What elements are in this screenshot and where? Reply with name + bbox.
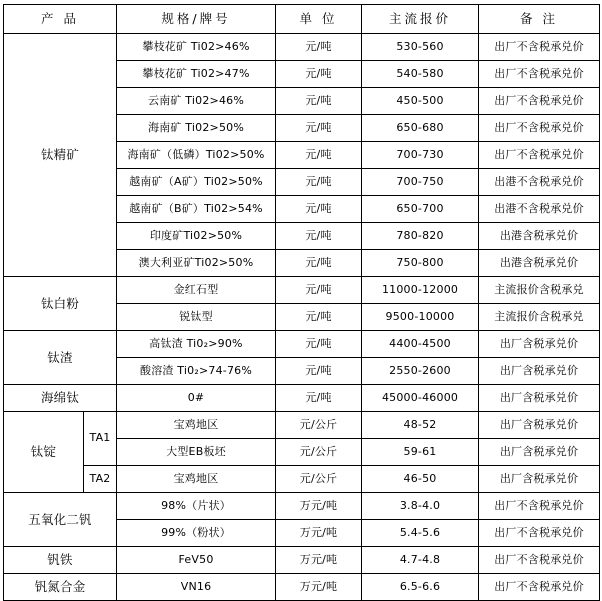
category-cell: 五氧化二钒 [4, 493, 117, 547]
spec-cell: 印度矿Ti02>50% [117, 223, 276, 250]
table-row [4, 277, 600, 304]
price-cell: 530-560 [362, 34, 479, 61]
note-cell: 出厂不含税承兑价 [479, 115, 600, 142]
unit-cell: 元/吨 [276, 223, 362, 250]
category-cell: 钒氮合金 [4, 574, 117, 601]
note-cell: 出港含税承兑价 [479, 223, 600, 250]
note-cell: 出厂不含税承兑价 [479, 88, 600, 115]
price-cell: 6.5-6.6 [362, 574, 479, 601]
category-cell: 钛渣 [4, 331, 117, 385]
table-row [4, 412, 600, 439]
spec-cell: FeV50 [117, 547, 276, 574]
price-cell: 650-680 [362, 115, 479, 142]
note-cell: 出厂不含税承兑价 [479, 547, 600, 574]
header-product: 产 品 [4, 5, 117, 34]
spec-cell: 宝鸡地区 [117, 466, 276, 493]
spec-cell: 越南矿（A矿）Ti02>50% [117, 169, 276, 196]
spec-cell: 酸溶渣 Ti0₂>74-76% [117, 358, 276, 385]
note-cell: 出港不含税承兑价 [479, 196, 600, 223]
note-cell: 出厂含税承兑价 [479, 439, 600, 466]
table-row [4, 547, 600, 574]
unit-cell: 元/公斤 [276, 466, 362, 493]
note-cell: 主流报价含税承兑 [479, 304, 600, 331]
spec-cell: 宝鸡地区 [117, 412, 276, 439]
grade-cell: TA1 [84, 412, 117, 466]
price-cell: 780-820 [362, 223, 479, 250]
note-cell: 出厂含税承兑价 [479, 412, 600, 439]
category-cell: 钛锭 [4, 412, 84, 493]
spec-cell: 大型EB板坯 [117, 439, 276, 466]
unit-cell: 元/吨 [276, 61, 362, 88]
price-cell: 46-50 [362, 466, 479, 493]
unit-cell: 元/吨 [276, 34, 362, 61]
price-cell: 48-52 [362, 412, 479, 439]
note-cell: 出港不含税承兑价 [479, 169, 600, 196]
spec-cell: 0# [117, 385, 276, 412]
category-cell: 海绵钛 [4, 385, 117, 412]
note-cell: 出厂含税承兑价 [479, 358, 600, 385]
note-cell: 出厂含税承兑价 [479, 385, 600, 412]
table-row [4, 331, 600, 358]
spec-cell: 高钛渣 Ti0₂>90% [117, 331, 276, 358]
unit-cell: 元/吨 [276, 88, 362, 115]
unit-cell: 万元/吨 [276, 493, 362, 520]
spec-cell: VN16 [117, 574, 276, 601]
header-spec: 规格/牌号 [117, 5, 276, 34]
price-cell: 700-730 [362, 142, 479, 169]
spec-cell: 98%（片状） [117, 493, 276, 520]
price-cell: 5.4-5.6 [362, 520, 479, 547]
unit-cell: 元/吨 [276, 250, 362, 277]
price-cell: 4400-4500 [362, 331, 479, 358]
unit-cell: 元/吨 [276, 115, 362, 142]
price-cell: 700-750 [362, 169, 479, 196]
header-price: 主流报价 [362, 5, 479, 34]
category-cell: 钛白粉 [4, 277, 117, 331]
price-cell: 4.7-4.8 [362, 547, 479, 574]
table-header-row [4, 5, 600, 34]
price-cell: 540-580 [362, 61, 479, 88]
price-cell: 650-700 [362, 196, 479, 223]
spec-cell: 攀枝花矿 Ti02>46% [117, 34, 276, 61]
unit-cell: 万元/吨 [276, 547, 362, 574]
spec-cell: 99%（粉状） [117, 520, 276, 547]
spec-cell: 攀枝花矿 Ti02>47% [117, 61, 276, 88]
unit-cell: 元/吨 [276, 277, 362, 304]
note-cell: 出厂不含税承兑价 [479, 61, 600, 88]
titanium-vanadium-price-table [3, 4, 600, 601]
unit-cell: 元/吨 [276, 196, 362, 223]
header-unit: 单 位 [276, 5, 362, 34]
category-cell: 钒铁 [4, 547, 117, 574]
unit-cell: 元/吨 [276, 331, 362, 358]
unit-cell: 元/公斤 [276, 439, 362, 466]
price-cell: 750-800 [362, 250, 479, 277]
spec-cell: 金红石型 [117, 277, 276, 304]
table-row [4, 385, 600, 412]
table-row [4, 466, 600, 493]
table-row [4, 493, 600, 520]
price-cell: 2550-2600 [362, 358, 479, 385]
table-row [4, 34, 600, 61]
note-cell: 出厂不含税承兑价 [479, 574, 600, 601]
price-cell: 11000-12000 [362, 277, 479, 304]
unit-cell: 元/吨 [276, 385, 362, 412]
grade-cell: TA2 [84, 466, 117, 493]
note-cell: 出港含税承兑价 [479, 250, 600, 277]
spec-cell: 澳大利亚矿Ti02>50% [117, 250, 276, 277]
category-cell: 钛精矿 [4, 34, 117, 277]
unit-cell: 元/公斤 [276, 412, 362, 439]
unit-cell: 元/吨 [276, 304, 362, 331]
header-note: 备 注 [479, 5, 600, 34]
note-cell: 出厂含税承兑价 [479, 466, 600, 493]
unit-cell: 元/吨 [276, 358, 362, 385]
unit-cell: 元/吨 [276, 142, 362, 169]
price-cell: 45000-46000 [362, 385, 479, 412]
unit-cell: 万元/吨 [276, 520, 362, 547]
note-cell: 出厂不含税承兑价 [479, 142, 600, 169]
spec-cell: 锐钛型 [117, 304, 276, 331]
note-cell: 出厂不含税承兑价 [479, 34, 600, 61]
price-cell: 59-61 [362, 439, 479, 466]
note-cell: 出厂不含税承兑价 [479, 520, 600, 547]
note-cell: 出厂含税承兑价 [479, 331, 600, 358]
unit-cell: 万元/吨 [276, 574, 362, 601]
note-cell: 出厂不含税承兑价 [479, 493, 600, 520]
price-cell: 3.8-4.0 [362, 493, 479, 520]
price-cell: 9500-10000 [362, 304, 479, 331]
spec-cell: 海南矿 Ti02>50% [117, 115, 276, 142]
note-cell: 主流报价含税承兑 [479, 277, 600, 304]
unit-cell: 元/吨 [276, 169, 362, 196]
spec-cell: 海南矿（低磷）Ti02>50% [117, 142, 276, 169]
price-cell: 450-500 [362, 88, 479, 115]
spec-cell: 云南矿 Ti02>46% [117, 88, 276, 115]
spec-cell: 越南矿（B矿）Ti02>54% [117, 196, 276, 223]
